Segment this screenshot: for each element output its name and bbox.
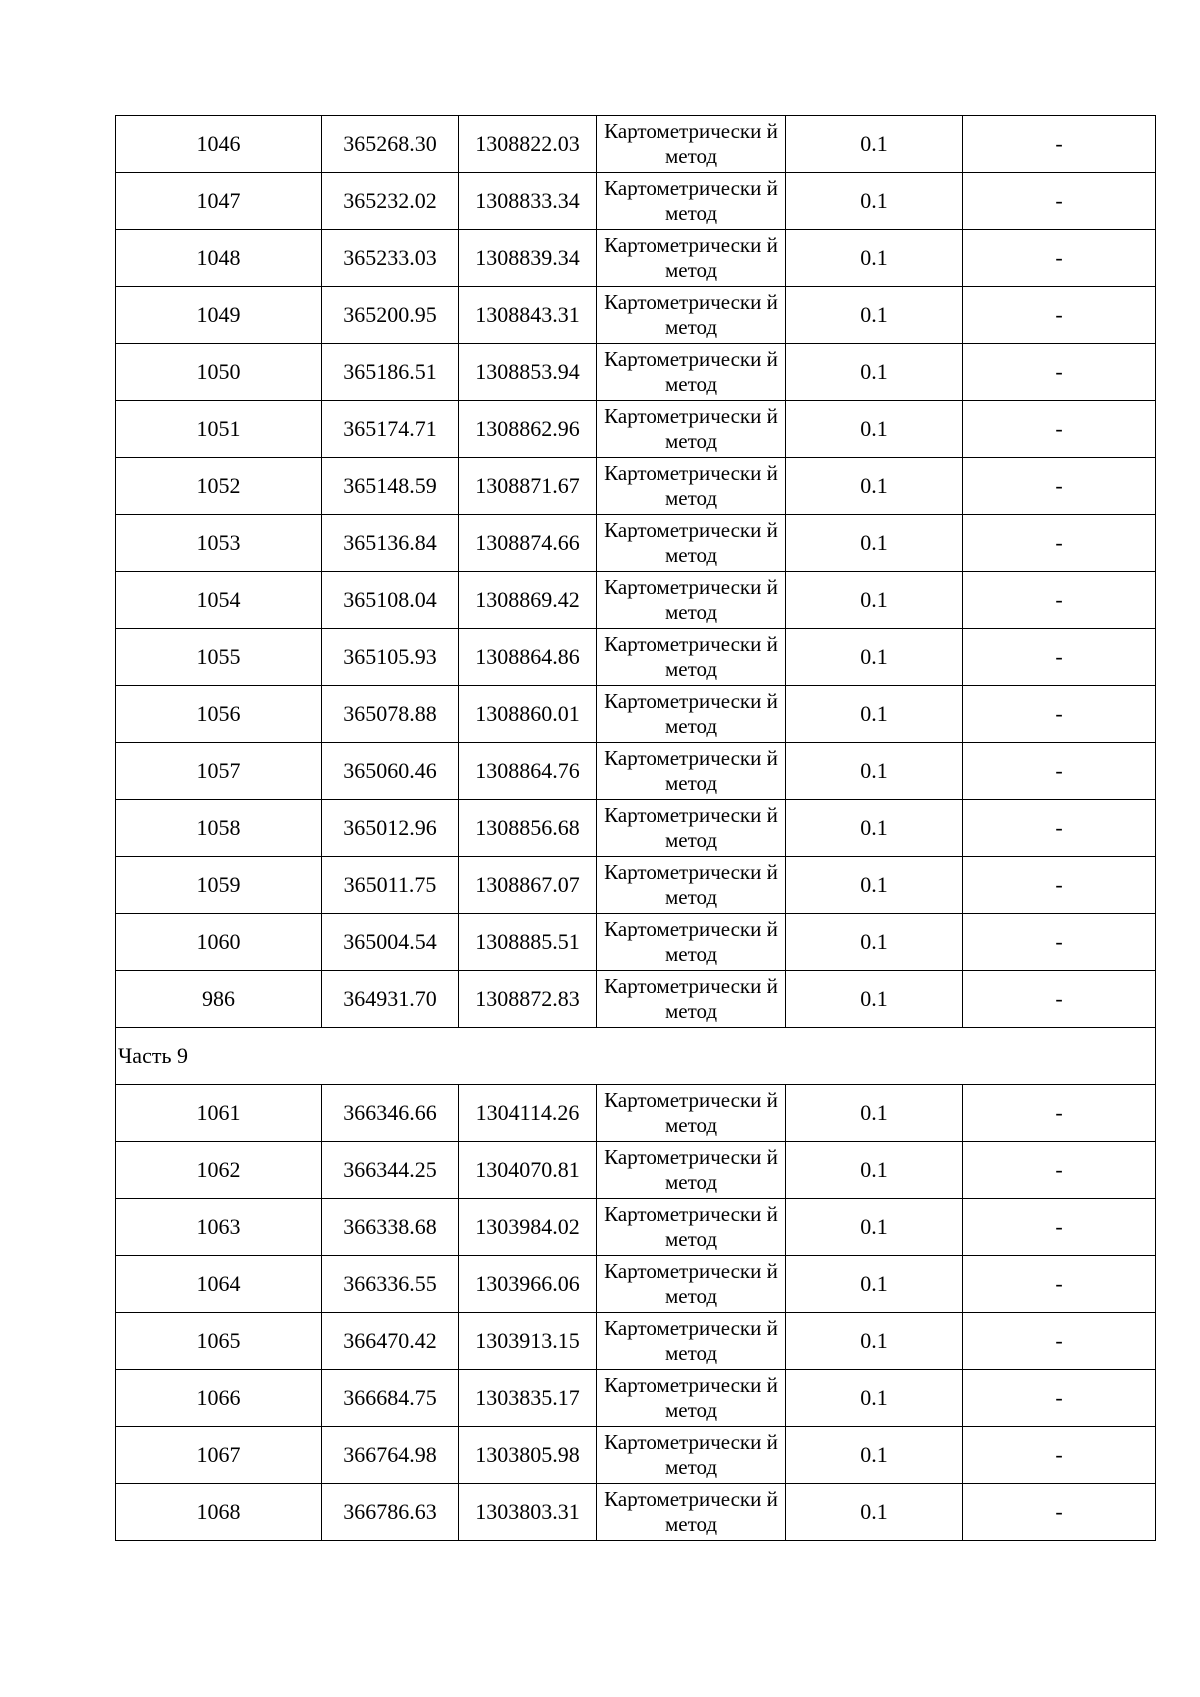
method-cell: Картометрически й метод <box>597 515 786 572</box>
accuracy-cell: 0.1 <box>786 1085 963 1142</box>
x-coordinate-cell: 366470.42 <box>322 1313 459 1370</box>
point-number-cell: 1058 <box>116 800 322 857</box>
table-row <box>116 401 1156 458</box>
y-coordinate-cell: 1308856.68 <box>459 800 597 857</box>
accuracy-cell: 0.1 <box>786 1142 963 1199</box>
y-coordinate-cell: 1303984.02 <box>459 1199 597 1256</box>
y-coordinate-cell: 1308885.51 <box>459 914 597 971</box>
method-cell: Картометрически й метод <box>597 344 786 401</box>
method-cell: Картометрически й метод <box>597 458 786 515</box>
note-cell: - <box>963 572 1156 629</box>
accuracy-cell: 0.1 <box>786 800 963 857</box>
y-coordinate-cell: 1308874.66 <box>459 515 597 572</box>
point-number-cell: 1047 <box>116 173 322 230</box>
point-number-cell: 1062 <box>116 1142 322 1199</box>
coordinates-table <box>115 115 1156 1541</box>
accuracy-cell: 0.1 <box>786 1427 963 1484</box>
point-number-cell: 1063 <box>116 1199 322 1256</box>
y-coordinate-cell: 1303913.15 <box>459 1313 597 1370</box>
x-coordinate-cell: 365233.03 <box>322 230 459 287</box>
note-cell: - <box>963 1313 1156 1370</box>
point-number-cell: 1050 <box>116 344 322 401</box>
x-coordinate-cell: 365186.51 <box>322 344 459 401</box>
method-cell: Картометрически й метод <box>597 572 786 629</box>
note-cell: - <box>963 344 1156 401</box>
accuracy-cell: 0.1 <box>786 116 963 173</box>
x-coordinate-cell: 365060.46 <box>322 743 459 800</box>
method-cell: Картометрически й метод <box>597 401 786 458</box>
table-row <box>116 1256 1156 1313</box>
accuracy-cell: 0.1 <box>786 458 963 515</box>
point-number-cell: 1067 <box>116 1427 322 1484</box>
point-number-cell: 1064 <box>116 1256 322 1313</box>
note-cell: - <box>963 857 1156 914</box>
y-coordinate-cell: 1303835.17 <box>459 1370 597 1427</box>
table-row <box>116 1427 1156 1484</box>
table-row <box>116 1484 1156 1541</box>
method-cell: Картометрически й метод <box>597 1370 786 1427</box>
method-cell: Картометрически й метод <box>597 971 786 1028</box>
method-cell: Картометрически й метод <box>597 629 786 686</box>
note-cell: - <box>963 800 1156 857</box>
x-coordinate-cell: 365200.95 <box>322 287 459 344</box>
point-number-cell: 1049 <box>116 287 322 344</box>
x-coordinate-cell: 366764.98 <box>322 1427 459 1484</box>
point-number-cell: 1053 <box>116 515 322 572</box>
x-coordinate-cell: 366338.68 <box>322 1199 459 1256</box>
method-cell: Картометрически й метод <box>597 173 786 230</box>
accuracy-cell: 0.1 <box>786 230 963 287</box>
point-number-cell: 1057 <box>116 743 322 800</box>
accuracy-cell: 0.1 <box>786 173 963 230</box>
point-number-cell: 1056 <box>116 686 322 743</box>
x-coordinate-cell: 365268.30 <box>322 116 459 173</box>
y-coordinate-cell: 1304114.26 <box>459 1085 597 1142</box>
y-coordinate-cell: 1303805.98 <box>459 1427 597 1484</box>
y-coordinate-cell: 1308864.86 <box>459 629 597 686</box>
note-cell: - <box>963 1256 1156 1313</box>
accuracy-cell: 0.1 <box>786 287 963 344</box>
table-row <box>116 1313 1156 1370</box>
x-coordinate-cell: 365148.59 <box>322 458 459 515</box>
section-row <box>116 1028 1156 1085</box>
note-cell: - <box>963 1427 1156 1484</box>
table-row <box>116 344 1156 401</box>
y-coordinate-cell: 1308843.31 <box>459 287 597 344</box>
point-number-cell: 1051 <box>116 401 322 458</box>
accuracy-cell: 0.1 <box>786 971 963 1028</box>
y-coordinate-cell: 1308839.34 <box>459 230 597 287</box>
note-cell: - <box>963 1199 1156 1256</box>
accuracy-cell: 0.1 <box>786 1256 963 1313</box>
x-coordinate-cell: 365105.93 <box>322 629 459 686</box>
note-cell: - <box>963 1370 1156 1427</box>
method-cell: Картометрически й метод <box>597 914 786 971</box>
y-coordinate-cell: 1303803.31 <box>459 1484 597 1541</box>
y-coordinate-cell: 1308864.76 <box>459 743 597 800</box>
x-coordinate-cell: 366336.55 <box>322 1256 459 1313</box>
y-coordinate-cell: 1303966.06 <box>459 1256 597 1313</box>
method-cell: Картометрически й метод <box>597 1313 786 1370</box>
table-row <box>116 173 1156 230</box>
table-row <box>116 743 1156 800</box>
accuracy-cell: 0.1 <box>786 344 963 401</box>
note-cell: - <box>963 173 1156 230</box>
table-row <box>116 230 1156 287</box>
note-cell: - <box>963 1085 1156 1142</box>
y-coordinate-cell: 1308867.07 <box>459 857 597 914</box>
note-cell: - <box>963 401 1156 458</box>
note-cell: - <box>963 629 1156 686</box>
table-row <box>116 629 1156 686</box>
accuracy-cell: 0.1 <box>786 1199 963 1256</box>
accuracy-cell: 0.1 <box>786 572 963 629</box>
note-cell: - <box>963 287 1156 344</box>
y-coordinate-cell: 1308853.94 <box>459 344 597 401</box>
y-coordinate-cell: 1308833.34 <box>459 173 597 230</box>
x-coordinate-cell: 365174.71 <box>322 401 459 458</box>
note-cell: - <box>963 116 1156 173</box>
point-number-cell: 986 <box>116 971 322 1028</box>
section-label: Часть 9 <box>116 1028 1156 1085</box>
method-cell: Картометрически й метод <box>597 1142 786 1199</box>
x-coordinate-cell: 365232.02 <box>322 173 459 230</box>
accuracy-cell: 0.1 <box>786 914 963 971</box>
x-coordinate-cell: 366346.66 <box>322 1085 459 1142</box>
note-cell: - <box>963 743 1156 800</box>
x-coordinate-cell: 365108.04 <box>322 572 459 629</box>
note-cell: - <box>963 1142 1156 1199</box>
x-coordinate-cell: 365136.84 <box>322 515 459 572</box>
table-row <box>116 515 1156 572</box>
table-row <box>116 572 1156 629</box>
point-number-cell: 1054 <box>116 572 322 629</box>
table-row <box>116 686 1156 743</box>
point-number-cell: 1059 <box>116 857 322 914</box>
y-coordinate-cell: 1304070.81 <box>459 1142 597 1199</box>
method-cell: Картометрически й метод <box>597 1484 786 1541</box>
note-cell: - <box>963 1484 1156 1541</box>
y-coordinate-cell: 1308862.96 <box>459 401 597 458</box>
accuracy-cell: 0.1 <box>786 857 963 914</box>
x-coordinate-cell: 366344.25 <box>322 1142 459 1199</box>
accuracy-cell: 0.1 <box>786 1313 963 1370</box>
table-row <box>116 1370 1156 1427</box>
method-cell: Картометрически й метод <box>597 743 786 800</box>
accuracy-cell: 0.1 <box>786 743 963 800</box>
accuracy-cell: 0.1 <box>786 629 963 686</box>
note-cell: - <box>963 914 1156 971</box>
point-number-cell: 1055 <box>116 629 322 686</box>
method-cell: Картометрически й метод <box>597 800 786 857</box>
note-cell: - <box>963 458 1156 515</box>
y-coordinate-cell: 1308822.03 <box>459 116 597 173</box>
y-coordinate-cell: 1308860.01 <box>459 686 597 743</box>
x-coordinate-cell: 365011.75 <box>322 857 459 914</box>
y-coordinate-cell: 1308871.67 <box>459 458 597 515</box>
method-cell: Картометрически й метод <box>597 686 786 743</box>
note-cell: - <box>963 515 1156 572</box>
point-number-cell: 1046 <box>116 116 322 173</box>
point-number-cell: 1060 <box>116 914 322 971</box>
point-number-cell: 1052 <box>116 458 322 515</box>
method-cell: Картометрически й метод <box>597 116 786 173</box>
note-cell: - <box>963 686 1156 743</box>
method-cell: Картометрически й метод <box>597 230 786 287</box>
accuracy-cell: 0.1 <box>786 1484 963 1541</box>
table-row <box>116 287 1156 344</box>
method-cell: Картометрически й метод <box>597 857 786 914</box>
x-coordinate-cell: 366684.75 <box>322 1370 459 1427</box>
point-number-cell: 1061 <box>116 1085 322 1142</box>
method-cell: Картометрически й метод <box>597 287 786 344</box>
point-number-cell: 1048 <box>116 230 322 287</box>
table-row <box>116 1199 1156 1256</box>
table-row <box>116 857 1156 914</box>
point-number-cell: 1065 <box>116 1313 322 1370</box>
table-row <box>116 1142 1156 1199</box>
x-coordinate-cell: 364931.70 <box>322 971 459 1028</box>
x-coordinate-cell: 366786.63 <box>322 1484 459 1541</box>
y-coordinate-cell: 1308869.42 <box>459 572 597 629</box>
method-cell: Картометрически й метод <box>597 1199 786 1256</box>
accuracy-cell: 0.1 <box>786 1370 963 1427</box>
method-cell: Картометрически й метод <box>597 1256 786 1313</box>
point-number-cell: 1068 <box>116 1484 322 1541</box>
note-cell: - <box>963 971 1156 1028</box>
table-row <box>116 914 1156 971</box>
table-row <box>116 971 1156 1028</box>
table-row <box>116 458 1156 515</box>
method-cell: Картометрически й метод <box>597 1085 786 1142</box>
table-row <box>116 116 1156 173</box>
x-coordinate-cell: 365004.54 <box>322 914 459 971</box>
accuracy-cell: 0.1 <box>786 686 963 743</box>
x-coordinate-cell: 365078.88 <box>322 686 459 743</box>
method-cell: Картометрически й метод <box>597 1427 786 1484</box>
x-coordinate-cell: 365012.96 <box>322 800 459 857</box>
accuracy-cell: 0.1 <box>786 515 963 572</box>
y-coordinate-cell: 1308872.83 <box>459 971 597 1028</box>
accuracy-cell: 0.1 <box>786 401 963 458</box>
table-row <box>116 800 1156 857</box>
table-row <box>116 1085 1156 1142</box>
point-number-cell: 1066 <box>116 1370 322 1427</box>
note-cell: - <box>963 230 1156 287</box>
coordinates-table-body <box>116 116 1156 1541</box>
